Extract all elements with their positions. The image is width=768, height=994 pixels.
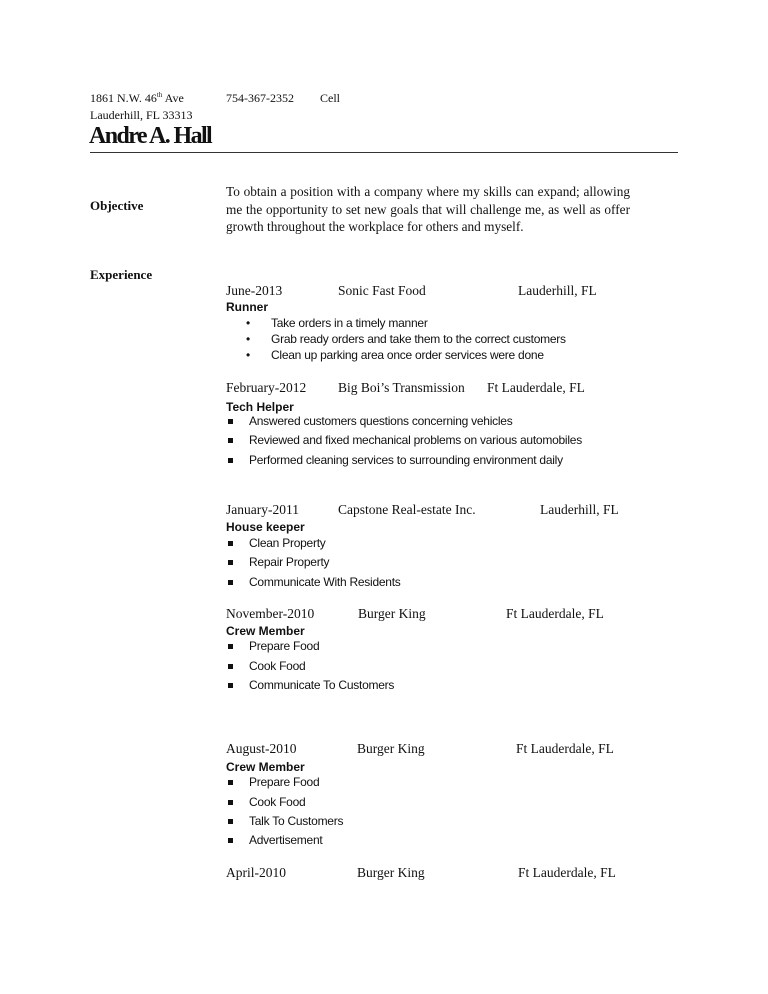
bullet-square-icon <box>228 664 233 669</box>
job-role: House keeper <box>226 520 305 534</box>
job-company: Sonic Fast Food <box>338 283 426 298</box>
job-date: August-2010 <box>226 741 297 756</box>
address-street: 1861 N.W. 46th Ave <box>90 91 184 105</box>
phone-number: 754-367-2352 <box>226 91 294 105</box>
bullet-dot-icon: • <box>246 348 251 362</box>
bullet-dot-icon: • <box>246 316 251 330</box>
job-duty: Answered customers questions concerning vehicles <box>249 414 513 428</box>
job-company: Capstone Real-estate Inc. <box>338 502 476 517</box>
job-duty: Cook Food <box>249 659 306 673</box>
job-duty: Grab ready orders and take them to the correct customers <box>271 332 566 346</box>
bullet-square-icon <box>228 541 233 546</box>
bullet-square-icon <box>228 683 233 688</box>
job-role: Crew Member <box>226 624 305 638</box>
objective-text: To obtain a position with a company where my skills can expand; allowing me the opportunity to set new goals that will challenge me, as well as offer growth throughout the workplace for others and myself. <box>226 184 630 235</box>
job-role: Tech Helper <box>226 400 294 414</box>
bullet-dot-icon: • <box>246 332 251 346</box>
job-duty: Repair Property <box>249 555 330 569</box>
job-duty: Communicate With Residents <box>249 575 401 589</box>
job-duty: Communicate To Customers <box>249 678 395 692</box>
job-location: Lauderhill, FL <box>518 283 597 298</box>
job-role: Crew Member <box>226 760 305 774</box>
objective-label: Objective <box>90 198 144 213</box>
job-company: Big Boi’s Transmission <box>338 380 465 395</box>
candidate-name: Andre A. Hall <box>89 123 212 149</box>
job-duty: Prepare Food <box>249 775 320 789</box>
job-company: Burger King <box>358 606 426 621</box>
bullet-square-icon <box>228 438 233 443</box>
job-duty: Advertisement <box>249 833 323 847</box>
job-duty: Clean Property <box>249 536 326 550</box>
job-role: Runner <box>226 300 268 314</box>
job-duty: Take orders in a timely manner <box>271 316 428 330</box>
job-company: Burger King <box>357 865 425 880</box>
job-location: Ft Lauderdale, FL <box>506 606 604 621</box>
job-duty: Clean up parking area once order services were done <box>271 348 544 362</box>
job-date: January-2011 <box>226 502 299 517</box>
job-duty: Talk To Customers <box>249 814 344 828</box>
bullet-square-icon <box>228 458 233 463</box>
address-city: Lauderhill, FL 33313 <box>90 108 193 122</box>
bullet-square-icon <box>228 838 233 843</box>
job-date: February-2012 <box>226 380 307 395</box>
job-company: Burger King <box>357 741 425 756</box>
bullet-square-icon <box>228 580 233 585</box>
job-location: Ft Lauderdale, FL <box>487 380 585 395</box>
bullet-square-icon <box>228 419 233 424</box>
job-duty: Performed cleaning services to surrounding environment daily <box>249 453 563 467</box>
job-location: Ft Lauderdale, FL <box>518 865 616 880</box>
header-divider <box>90 152 678 153</box>
job-location: Lauderhill, FL <box>540 502 619 517</box>
job-location: Ft Lauderdale, FL <box>516 741 614 756</box>
bullet-square-icon <box>228 819 233 824</box>
job-date: April-2010 <box>226 865 286 880</box>
phone-type: Cell <box>320 91 340 105</box>
bullet-square-icon <box>228 560 233 565</box>
experience-label: Experience <box>90 267 153 282</box>
bullet-square-icon <box>228 644 233 649</box>
bullet-square-icon <box>228 800 233 805</box>
job-date: June-2013 <box>226 283 283 298</box>
bullet-square-icon <box>228 780 233 785</box>
job-duty: Cook Food <box>249 795 306 809</box>
job-duty: Reviewed and fixed mechanical problems on various automobiles <box>249 433 582 447</box>
job-date: November-2010 <box>226 606 315 621</box>
job-duty: Prepare Food <box>249 639 320 653</box>
